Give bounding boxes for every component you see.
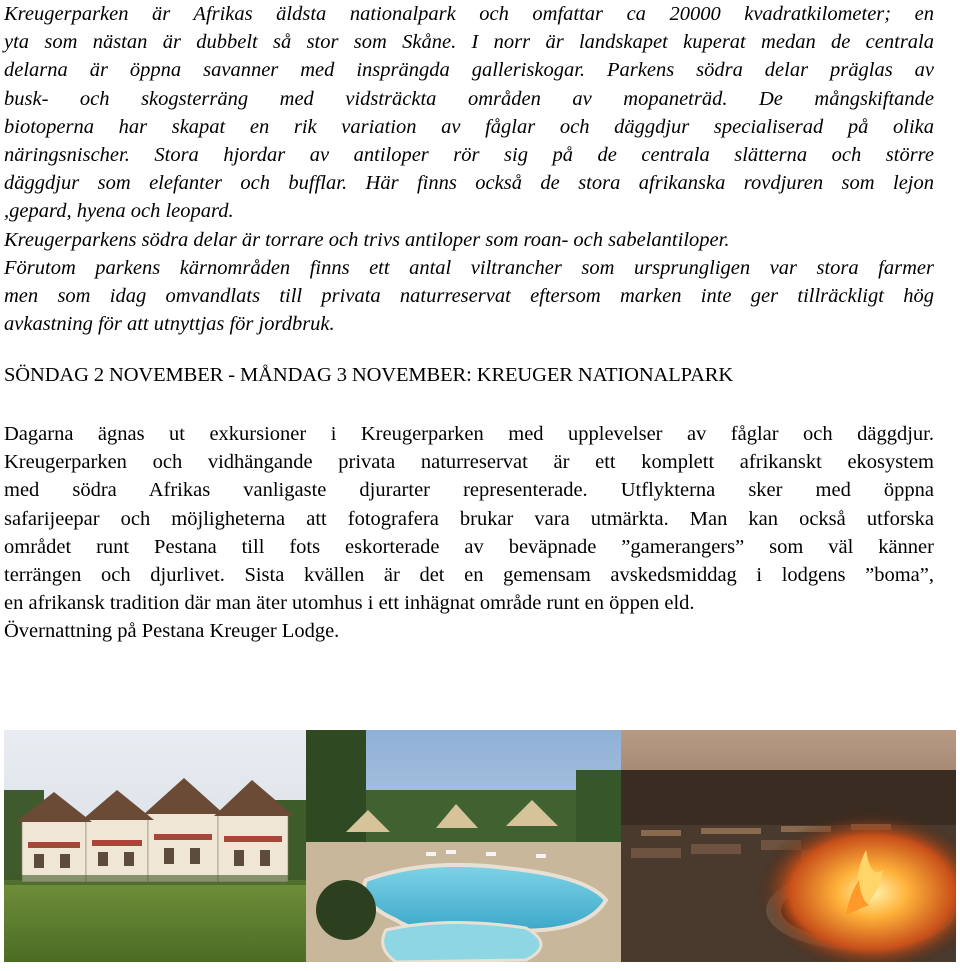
section-heading: SÖNDAG 2 NOVEMBER - MÅNDAG 3 NOVEMBER: KREUGER NATIONALPARK [4,364,734,386]
intro-line: Förutom parkens kärnområden finns ett antal viltrancher som ursprungligen var stora farmer [4,256,934,279]
body-line: en afrikansk tradition där man äter utomhus i ett inhägnat område runt en öppen eld. [4,592,695,615]
intro-line: busk- och skogsterräng med vidsträckta områden av mopaneträd. De mångskiftande [4,87,934,110]
body-line: området runt Pestana till fots eskorterade av beväpnade ”gamerangers” som väl känner [4,535,934,558]
intro-line: Kreugerparkens södra delar är torrare och trivs antiloper som roan- och sabelantiloper. [4,228,730,251]
body-line: Övernattning på Pestana Kreuger Lodge. [4,620,340,643]
lodge-buildings-photo [4,730,306,962]
document-page [4,0,934,338]
swimming-pool-photo [306,730,621,962]
intro-line: avkastning för att utnyttjas för jordbruk. [4,313,335,336]
body-line: med södra Afrikas vanligaste djurarter representerade. Utflykterna sker med öppna [4,479,934,502]
intro-line: biotoperna har skapat en rik variation av fåglar och däggdjur specialiserad på olika [4,115,934,138]
boma-campfire-photo [621,730,956,962]
intro-line: ,gepard, hyena och leopard. [4,200,234,223]
body-line: terrängen och djurlivet. Sista kvällen är det en gemensam avskedsmiddag i lodgens ”boma”, [4,564,934,587]
body-line: Dagarna ägnas ut exkursioner i Kreugerparken med upplevelser av fåglar och däggdjur. [4,423,934,445]
body-line: safarijeepar och möjligheterna att fotografera brukar vara utmärkta. Man kan också utforska [4,507,934,530]
intro-line: Kreugerparken är Afrikas äldsta nationalpark och omfattar ca 20000 kvadratkilometer; en [4,3,934,25]
itinerary-paragraph [4,420,934,646]
intro-paragraph [4,0,934,338]
intro-line: däggdjur som elefanter och bufflar. Här finns också de stora afrikanska rovdjuren som lejon [4,172,934,195]
intro-line: näringsnischer. Stora hjordar av antiloper rör sig på de centrala slätterna och större [4,144,934,167]
intro-line: men som idag omvandlats till privata naturreservat eftersom marken inte ger tillräckligt hög [4,285,934,308]
intro-line: delarna är öppna savanner med insprängda galleriskogar. Parkens södra delar präglas av [4,59,934,82]
intro-line: yta som nästan är dubbelt så stor som Skåne. I norr är landskapet kuperat medan de centrala [4,31,934,54]
photo-strip [4,730,956,962]
body-line: Kreugerparken och vidhängande privata naturreservat är ett komplett afrikanskt ekosystem [4,451,934,474]
